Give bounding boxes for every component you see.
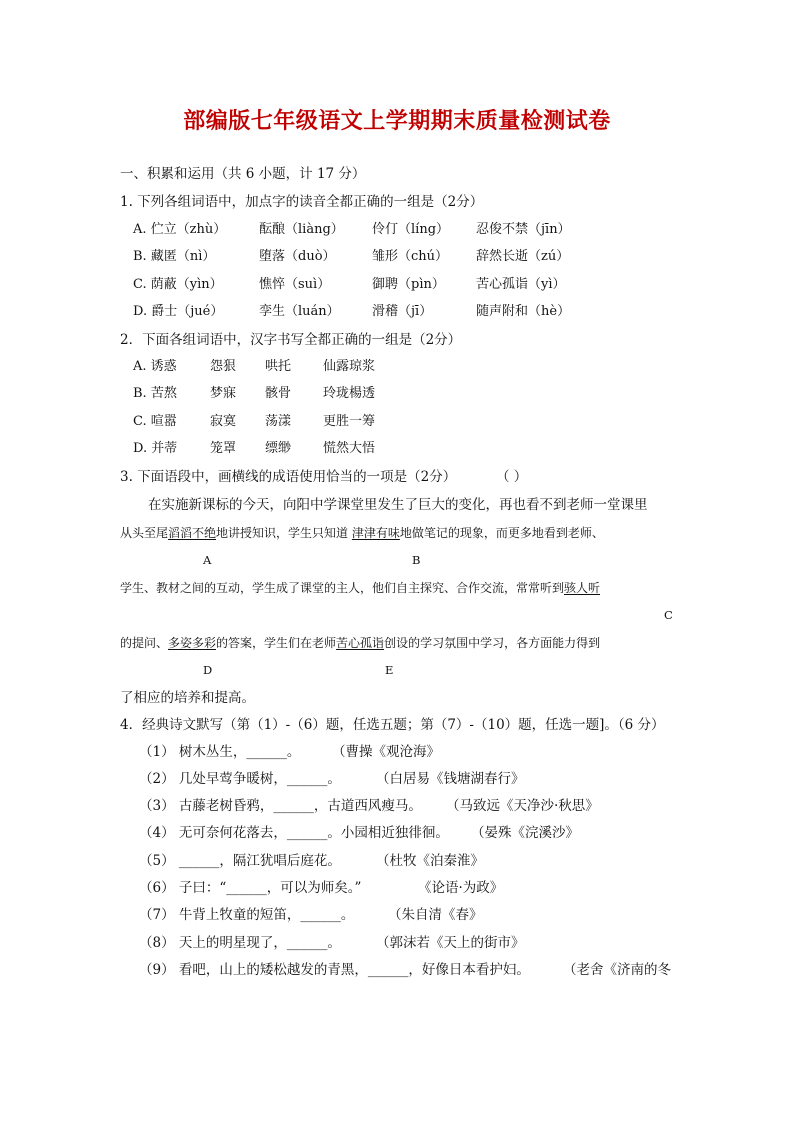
poem-item-9: （9） 看吧，山上的矮松越发的青黑，______，好像日本看护妇。 xyxy=(139,962,530,978)
option-word: 苦心孤诣（yì） xyxy=(476,277,566,292)
label-e: E xyxy=(385,663,394,677)
option-word: C. 喧嚣 xyxy=(133,414,177,429)
question-1-option-c xyxy=(133,276,693,294)
option-word: 滑稽（jī） xyxy=(372,304,433,319)
option-word: 憔悴（suì） xyxy=(259,277,331,292)
option-word: 酝酿（liàng） xyxy=(259,222,344,237)
poem-source-5: （杜牧《泊秦淮》 xyxy=(376,853,484,869)
answer-paren: （ ） xyxy=(496,469,528,485)
option-word: 哄托 xyxy=(265,359,292,374)
label-c: C xyxy=(664,608,673,622)
passage-text: 的答案，学生们在老师 xyxy=(216,636,337,650)
poem-source-3: （马致远《天净沙·秋思》 xyxy=(446,798,599,814)
question-2-option-d xyxy=(133,440,533,458)
option-word: D. 并蒂 xyxy=(133,441,178,456)
option-word: 雏形（chú） xyxy=(372,249,449,264)
option-word: 荡漾 xyxy=(265,414,292,429)
question-2-option-a xyxy=(133,358,533,376)
passage-line-4 xyxy=(120,634,600,652)
option-word: A. 诱惑 xyxy=(133,359,177,374)
poem-item-5: （5） ______，隔江犹唱后庭花。 xyxy=(139,853,341,869)
question-1-option-a xyxy=(133,221,693,239)
option-word: A. 伫立（zhù） xyxy=(133,222,227,237)
poem-item-8: （8） 天上的明星现了，______。 xyxy=(139,935,341,951)
label-a: A xyxy=(203,553,212,567)
poem-source-6: 《论语·为政》 xyxy=(418,880,504,896)
option-word: 怨狠 xyxy=(210,359,237,374)
question-2-option-c xyxy=(133,413,533,431)
poem-item-6: （6） 子曰：“______，可以为师矣。” xyxy=(139,880,362,896)
poem-item-2: （2） 几处早莺争暖树，______。 xyxy=(139,771,341,787)
question-1-option-b xyxy=(133,248,693,266)
passage-text: 地做笔记的现象，而更多地看到老师、 xyxy=(399,526,604,540)
idiom-b: 津津有味 xyxy=(351,526,400,540)
option-word: 笼罩 xyxy=(210,441,237,456)
poem-item-1: （1） 树木丛生，______。 xyxy=(139,744,301,760)
poem-item-4: （4） 无可奈何花落去，______。小园相近独徘徊。 xyxy=(139,825,449,841)
question-1-option-d xyxy=(133,303,693,321)
option-word: 伶仃（líng） xyxy=(372,222,450,237)
label-b: B xyxy=(412,553,421,567)
option-word: C. 荫蔽（yìn） xyxy=(133,277,223,292)
option-word: B. 苦熬 xyxy=(133,386,177,401)
passage-text: 的提问、 xyxy=(120,636,169,650)
option-word: D. 爵士（jué） xyxy=(133,304,224,319)
passage-text: 从头至尾 xyxy=(120,526,169,540)
idiom-e: 苦心孤诣 xyxy=(336,636,385,650)
option-word: 缥缈 xyxy=(265,441,292,456)
passage-text: 地讲授知识，学生只知道 xyxy=(216,526,349,540)
option-word: 更胜一筹 xyxy=(323,414,376,429)
passage-line-2 xyxy=(120,524,604,542)
poem-item-7: （7） 牛背上牧童的短笛，______。 xyxy=(139,907,355,923)
poem-source-8: （郭沫若《天上的街市》 xyxy=(376,935,525,951)
passage-text: 学生、教材之间的互动，学生成了课堂的主人，他们自主探究、合作交流，常常听到 xyxy=(120,581,565,595)
option-word: 孪生（luán） xyxy=(259,304,340,319)
question-2-option-b xyxy=(133,385,533,403)
option-word: B. 藏匿（nì） xyxy=(133,249,216,264)
option-word: 骸骨 xyxy=(265,386,292,401)
passage-line-3 xyxy=(120,579,600,597)
poem-source-2: （白居易《钱塘湖春行》 xyxy=(376,771,525,787)
page-title: 部编版七年级语文上学期期末质量检测试卷 xyxy=(183,109,611,134)
poem-source-7: （朱自清《春》 xyxy=(388,907,483,923)
idiom-a: 滔滔不绝 xyxy=(168,526,217,540)
option-word: 堕落（duò） xyxy=(259,249,336,264)
option-word: 玲珑楊透 xyxy=(323,386,376,401)
label-d: D xyxy=(203,663,213,677)
passage-line-5: 了相应的培养和提高。 xyxy=(120,690,255,706)
question-4-stem: 4．经典诗文默写（第（1）-（6）题，任选五题；第（7）-（10）题，任选一题]。（6 分） xyxy=(120,717,665,733)
poem-source-1: （曹操《观沧海》 xyxy=(332,744,440,760)
idiom-d: 多姿多彩 xyxy=(168,636,217,650)
passage-line-1: 在实施新课标的今天，向阳中学课堂里发生了巨大的变化，再也看不到老师一堂课里 xyxy=(148,497,648,513)
option-word: 辞然长逝（zú） xyxy=(476,249,570,264)
option-word: 寂寞 xyxy=(210,414,237,429)
question-1-stem: 1. 下列各组词语中，加点字的读音全都正确的一组是（2分） xyxy=(120,194,484,210)
idiom-c: 骇人听 xyxy=(564,581,601,595)
option-word: 御聘（pìn） xyxy=(372,277,445,292)
option-word: 随声附和（hè） xyxy=(476,304,571,319)
poem-source-9: （老舍《济南的冬 xyxy=(563,962,671,978)
poem-item-3: （3） 古藤老树昏鸦，______，古道西风瘦马。 xyxy=(139,798,422,814)
section-heading: 一、积累和运用（共 6 小题，计 17 分） xyxy=(120,166,366,182)
option-word: 慌然大悟 xyxy=(323,441,376,456)
question-3-stem: 3. 下面语段中，画横线的成语使用恰当的一项是（2分） xyxy=(120,469,457,485)
option-word: 忍俊不禁（jīn） xyxy=(476,222,571,237)
option-word: 仙露琼浆 xyxy=(323,359,376,374)
poem-source-4: （晏殊《浣溪沙》 xyxy=(471,825,579,841)
option-word: 梦寐 xyxy=(210,386,237,401)
passage-text: 创设的学习氛围中学习，各方面能力得到 xyxy=(384,636,601,650)
question-2-stem: 2．下面各组词语中，汉字书写全都正确的一组是（2分） xyxy=(120,332,462,348)
